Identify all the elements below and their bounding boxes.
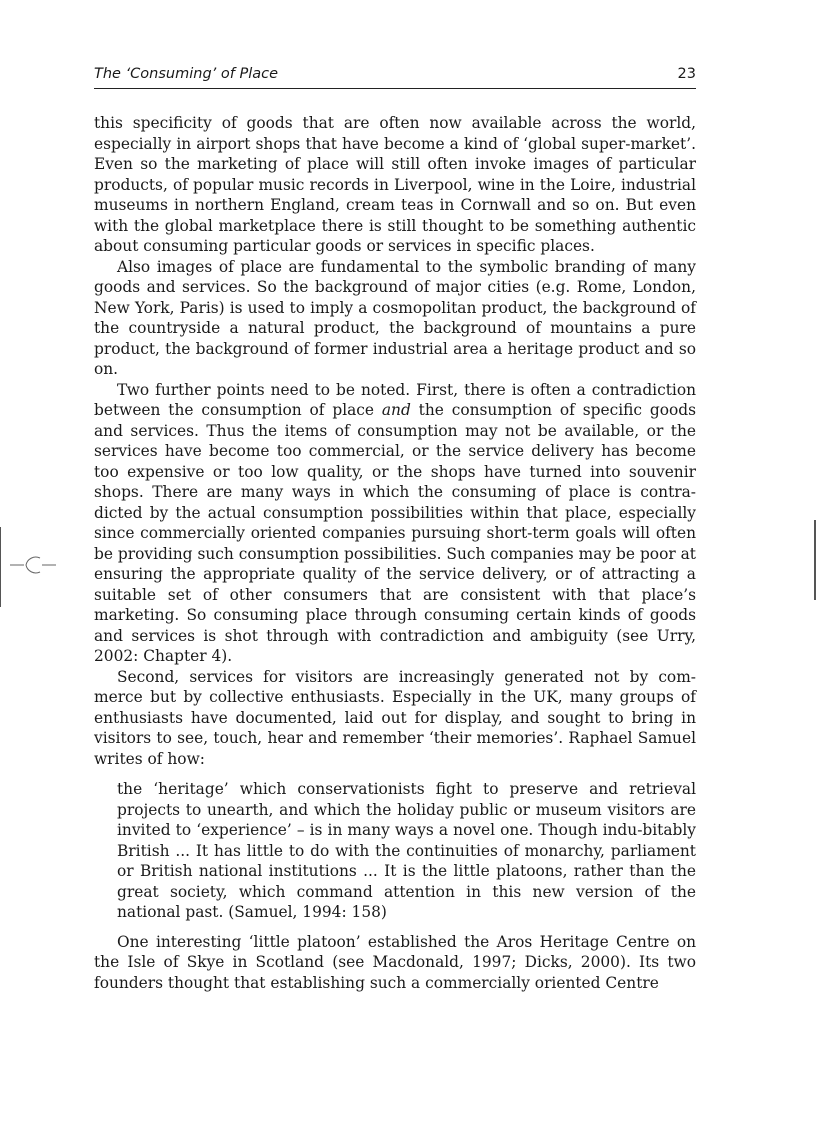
block-quote: the ‘heritage’ which conservationists fight to preserve and retrieval projects to unearth, and which the holiday public or museum visitors are invited to ‘experience’ – is in many ways a novel one. Though indu-bitably British ... It has little to do with the continuities of monarchy, parliament or British national institutions ... It is the little platoons, rather than the great society, which command attention in this new version of the national past. (Samuel, 1994: 158) xyxy=(117,780,696,921)
running-title: The ‘Consuming’ of Place xyxy=(94,66,279,82)
paragraph-3-emphasis: and xyxy=(381,401,411,419)
paragraph-3-after: the consumption of specific goods and services. Thus the items of consumption may not be available, or the services have become too commercial, or the service delivery has become too expensive or too low quality, or the shops have turned into souvenir shops. There are many ways in which the consuming of place is contra-dicted by the actual consumption possibilities within that place, especially since commercially oriented companies pursuing short-term goals will often be providing such consumption possibilities. Such companies may be poor at ensuring the appropriate quality of the service delivery, or of attracting a suitable set of other consumers that are consistent with that place’s marketing. So consuming place through consuming certain kinds of goods and services is shot through with contradiction and ambiguity (see Urry, 2002: Chapter 4). xyxy=(94,401,696,665)
paragraph-3-before: Two further points need to be noted. First, there is often a contradiction between the consumption of place xyxy=(94,380,696,419)
paragraph-4: Second, services for visitors are increasingly generated not by com-merce but by collective enthusiasts. Especially in the UK, many groups of enthusiasts have documented, laid out for display, and sought to bring in visitors to see, touch, hear and remember ‘their memories’. Raphael Samuel writes of how: xyxy=(94,667,696,768)
running-header xyxy=(94,66,696,82)
registration-mark-icon xyxy=(8,550,58,580)
paragraph-3 xyxy=(94,380,696,667)
header-rule xyxy=(94,88,696,89)
paragraph-6: One interesting ‘little platoon’ established the Aros Heritage Centre on the Isle of Skye in Scotland (see Macdonald, 1997; Dicks, 2000). Its two founders thought that establishing such a commercially oriented Centre xyxy=(94,932,696,992)
paragraph-2: Also images of place are fundamental to the symbolic branding of many goods and services. So the background of major cities (e.g. Rome, London, New York, Paris) is used to imply a cosmopolitan product, the background of the countryside a natural product, the background of mountains a pure product, the background of former industrial area a heritage product and so on. xyxy=(94,257,696,378)
crop-mark-left xyxy=(0,527,1,607)
paragraph-1: this specificity of goods that are often now available across the world, especially in airport shops that have become a kind of ‘global super-market’. Even so the marketing of place will still often invoke images of particular products, of popular music records in Liverpool, wine in the Loire, industrial museums in northern England, cream teas in Cornwall and so on. But even with the global marketplace there is still thought to be something authentic about consuming particular goods or services in specific places. xyxy=(94,114,696,255)
body-text xyxy=(94,113,696,993)
page-number: 23 xyxy=(677,66,696,82)
